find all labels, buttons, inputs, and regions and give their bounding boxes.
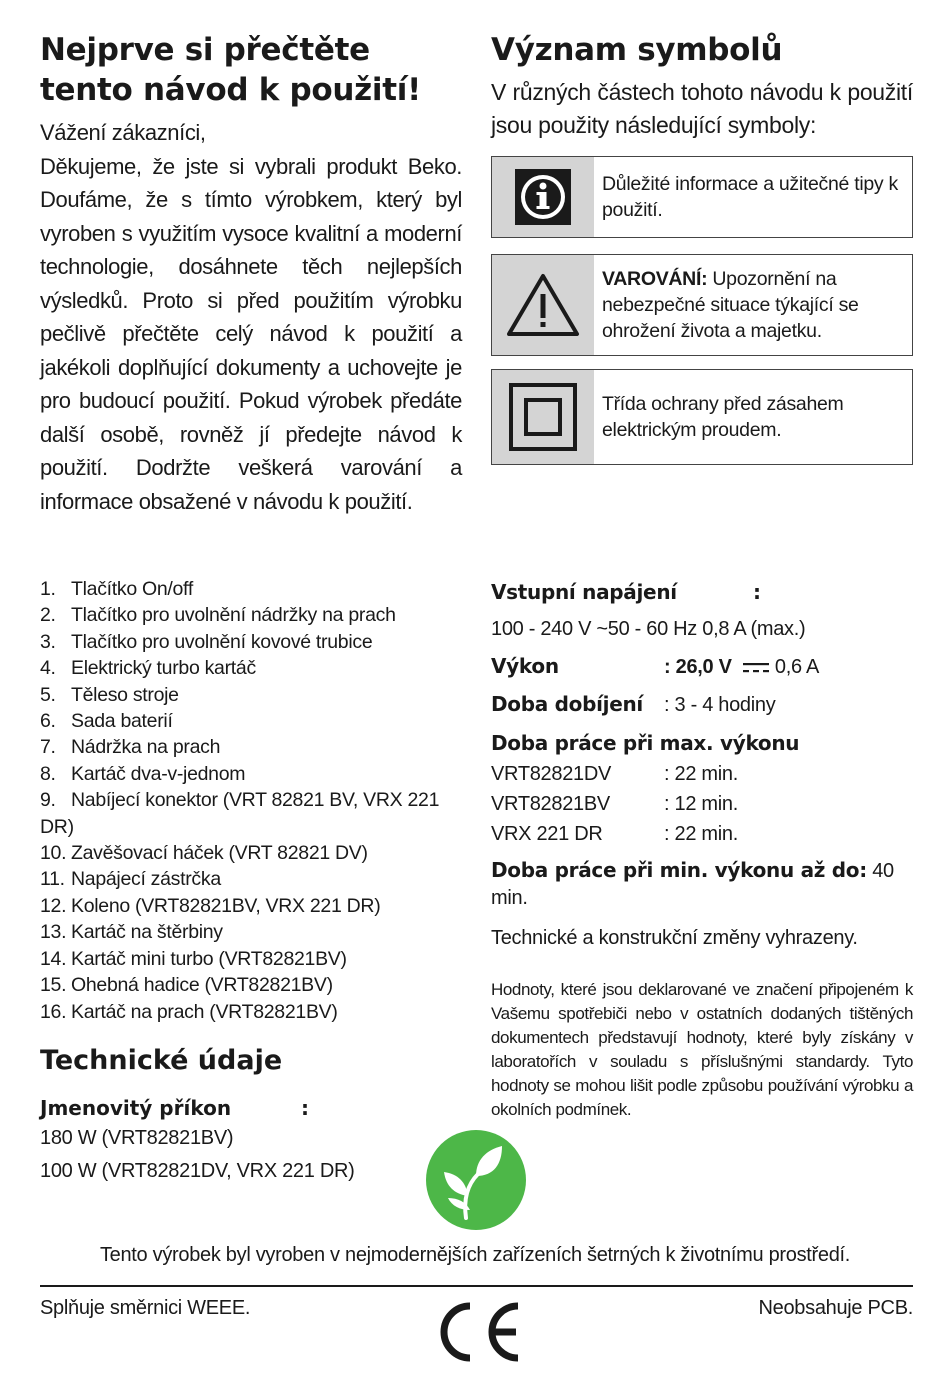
list-item: 10. Zavěšovací háček (VRT 82821 DV) [40, 842, 368, 865]
dc-symbol-icon [741, 661, 771, 675]
symbol-class2-box [491, 369, 913, 465]
power-label: Výkon [491, 654, 559, 678]
list-item: 15. Ohebná hadice (VRT82821BV) [40, 974, 333, 997]
list-item: 1. Tlačítko On/off [40, 578, 193, 600]
greeting: Vážení zákazníci, [40, 120, 206, 145]
warning-icon [492, 255, 594, 355]
power-value: : 26,0 V 0,6 A [664, 656, 820, 678]
symbol-class2-text: Třída ochrany před zásahem elektrickým proudem. [602, 393, 844, 441]
intro-section [40, 30, 462, 518]
list-item: 9. Nabíjecí konektor (VRT 82821 BV, VRX 221 DR) [40, 789, 440, 838]
input-value: 100 - 240 V ~50 - 60 Hz 0,8 A (max.) [491, 618, 806, 640]
table-row: VRT82821BV : 12 min. [491, 793, 738, 815]
input-label: Vstupní napájení [491, 580, 677, 604]
list-item: 16. Kartáč na prach (VRT82821BV) [40, 1000, 338, 1023]
eco-statement: Tento výrobek byl vyroben v nejmodernějších zařízeních šetrných k životnímu prostředí. [99, 1244, 851, 1266]
weee-statement: Splňuje směrnici WEEE. [40, 1297, 251, 1319]
pcb-statement: Neobsahuje PCB. [758, 1297, 913, 1319]
list-item: 12. Koleno (VRT82821BV, VRX 221 DR) [40, 894, 381, 917]
list-item: 5. Těleso stroje [40, 683, 179, 706]
list-item: 4. Elektrický turbo kartáč [40, 657, 256, 680]
charge-label: Doba dobíjení [491, 692, 643, 716]
symbol-warning-box [491, 254, 913, 356]
ce-mark-icon [430, 1298, 524, 1366]
warning-label: VAROVÁNÍ: [602, 268, 708, 290]
list-item: 3. Tlačítko pro uvolnění kovové trubice [40, 630, 373, 653]
symbols-title: Význam symbolů [491, 32, 783, 68]
rated-power-label: Jmenovitý příkon [40, 1096, 232, 1120]
table-row: VRX 221 DR : 22 min. [491, 823, 738, 845]
symbols-intro: V různých částech tohoto návodu k použití jsou použity následující symboly: [491, 79, 913, 138]
page-title: Nejprve si přečtěte tento návod k použití! [40, 32, 421, 108]
changes-note: Technické a konstrukční změny vyhrazeny. [491, 927, 858, 949]
list-item: 7. Nádržka na prach [40, 736, 221, 759]
rated-power [40, 1094, 460, 1188]
tech-title: Technické údaje [40, 1045, 283, 1076]
footer-divider [40, 1285, 913, 1287]
rated-power-value: 180 W (VRT82821BV) [40, 1127, 234, 1149]
max-power-title: Doba práce při max. výkonu [491, 731, 800, 755]
rated-power-colon: : [301, 1096, 309, 1120]
spec-block [491, 574, 913, 954]
intro-body: Děkujeme, že jste si vybrali produkt Beko. Doufáme, že s tímto výrobkem, který byl vyroben s využitím vysoce kvalitní a moderní technologie, dosáhnete těch nejlepších výsledků. Proto si před použitím výrobku pečlivě přečtěte celý návod k použití a jakékoli doplňující dokumenty a uchovejte je pro budoucí použití. Pokud výrobek předáte další osobě, rovněž jí předejte návod k použití. Dodržte veškerá varování a informace obsažené v návodu k použití. [40, 153, 462, 514]
list-item: 14. Kartáč mini turbo (VRT82821BV) [40, 947, 347, 970]
list-item: 8. Kartáč dva-v-jednom [40, 762, 246, 785]
intro-text [40, 116, 462, 518]
leaf-icon [426, 1130, 526, 1230]
input-colon: : [753, 580, 761, 604]
table-row: VRT82821DV : 22 min. [491, 763, 738, 785]
list-item: 6. Sada baterií [40, 710, 173, 733]
symbols-section [491, 30, 913, 465]
list-item: 11. Napájecí zástrčka [40, 868, 221, 891]
double-insulation-icon [492, 370, 594, 464]
charge-value: : 3 - 4 hodiny [664, 694, 776, 716]
symbol-warning-text: VAROVÁNÍ: Upozornění na nebezpečné situace týkající se ohrožení života a majetku. [602, 268, 859, 342]
parts-list [40, 576, 460, 1025]
symbol-info-text: Důležité informace a užitečné tipy k použití. [602, 173, 898, 221]
info-icon [492, 157, 594, 237]
symbol-info-box [491, 156, 913, 238]
min-power: Doba práce při min. výkonu až do: 40 min. [491, 858, 894, 909]
disclaimer-note: Hodnoty, které jsou deklarované ve značení připojeném k Vašemu spotřebiči nebo v ostatních dodaných tištěných dokumentech představují hodnoty, které byly získány v laboratořích v souladu s příslušnými standardy. Tyto hodnoty se mohou lišit podle způsobu používání výrobku a okolních podmínek. [491, 980, 913, 1119]
rated-power-value: 100 W (VRT82821DV, VRX 221 DR) [40, 1160, 355, 1182]
list-item: 2. Tlačítko pro uvolnění nádržky na prach [40, 604, 396, 627]
list-item: 13. Kartáč na štěrbiny [40, 921, 223, 944]
